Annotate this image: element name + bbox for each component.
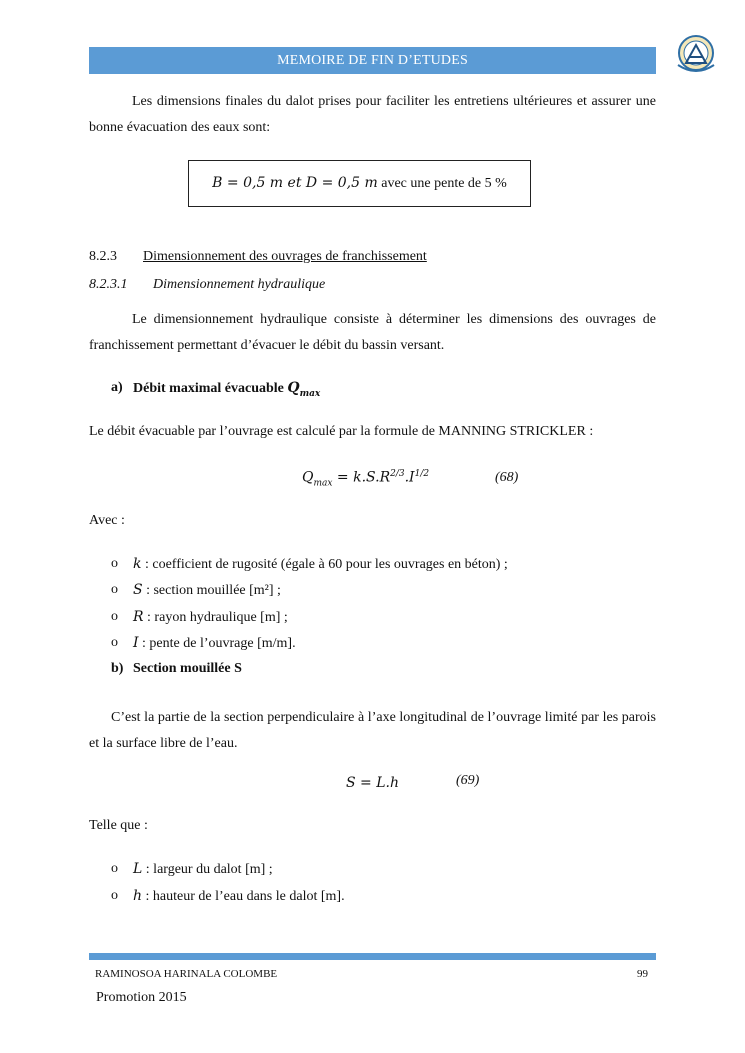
bullet-icon: o (111, 582, 118, 597)
list-item (133, 635, 296, 652)
footer-author: RAMINOSOA HARINALA COLOMBE (95, 968, 278, 980)
item-b-label: b) (111, 661, 124, 676)
list-item (133, 888, 345, 905)
eq68-lhs-sub: max (313, 478, 333, 489)
item-a-text: Débit maximal évacuable (133, 381, 284, 396)
eq68-r-exp: 2/3 (390, 469, 405, 479)
list-item (133, 861, 273, 878)
var-desc: : pente de l’ouvrage [m/m]. (138, 636, 296, 651)
section-title: Dimensionnement des ouvrages de franchissement (143, 249, 427, 264)
avec-label: Avec : (89, 513, 125, 528)
list-item (133, 582, 281, 599)
var-symbol: h (133, 888, 143, 904)
var-desc: : hauteur de l’eau dans le dalot [m]. (142, 889, 345, 904)
var-symbol: I (133, 635, 139, 651)
page-number: 99 (637, 968, 648, 980)
equation-69: S = L.h (346, 775, 399, 791)
var-desc: : largeur du dalot [m] ; (142, 862, 273, 877)
page-header (89, 47, 656, 74)
eq68-mid: = k.S.R (332, 469, 391, 486)
equation-68 (302, 469, 429, 488)
subsection-title: Dimensionnement hydraulique (153, 277, 326, 292)
school-logo-icon (672, 33, 720, 77)
item-a-subscript: max (299, 388, 321, 399)
item-b-heading: Section mouillée S (133, 661, 242, 676)
section-paragraph: C’est la partie de la section perpendiculaire à l’axe longitudinal de l’ouvrage limité par les parois et la surface libre de l’eau. (89, 710, 656, 751)
telle-que-label: Telle que : (89, 818, 148, 833)
dimensions-formula: B = 0,5 m et D = 0,5 m (212, 175, 378, 191)
item-a-symbol: Q (287, 380, 300, 396)
list-item (133, 609, 288, 626)
list-item (133, 556, 508, 573)
eq68-lhs: Q (302, 469, 314, 486)
intro-paragraph: Les dimensions finales du dalot prises pour faciliter les entretiens ultérieures et assurer une bonne évacuation des eaux sont: (89, 94, 656, 135)
eq68-i: .I (404, 469, 415, 486)
var-symbol: k (133, 556, 142, 572)
subsection-number: 8.2.3.1 (89, 277, 128, 292)
slope-text: avec une pente de 5 % (381, 176, 507, 191)
manning-paragraph: Le débit évacuable par l’ouvrage est calculé par la formule de MANNING STRICKLER : (89, 424, 594, 439)
item-a-heading (133, 380, 320, 399)
bullet-icon: o (111, 609, 118, 624)
bullet-icon: o (111, 635, 118, 650)
hydraulic-paragraph: Le dimensionnement hydraulique consiste à déterminer les dimensions des ouvrages de franchissement permettant d’évacuer le débit du bassin versant. (89, 312, 656, 353)
eq68-i-exp: 1/2 (414, 469, 430, 479)
footer-divider (89, 953, 656, 960)
var-symbol: S (133, 582, 143, 598)
bullet-icon: o (111, 556, 118, 571)
bullet-icon: o (111, 861, 118, 876)
var-symbol: L (133, 861, 143, 877)
var-desc: : section mouillée [m²] ; (142, 583, 281, 598)
var-desc: : coefficient de rugosité (égale à 60 pour les ouvrages en béton) ; (141, 557, 508, 572)
var-desc: : rayon hydraulique [m] ; (143, 610, 288, 625)
item-a-label: a) (111, 380, 123, 395)
header-title: MEMOIRE DE FIN D’ETUDES (277, 53, 468, 68)
equation-69-number: (69) (456, 773, 480, 788)
footer-promotion: Promotion 2015 (96, 990, 187, 1005)
section-number: 8.2.3 (89, 249, 117, 264)
bullet-icon: o (111, 888, 118, 903)
var-symbol: R (133, 609, 144, 625)
final-dimensions-box (188, 160, 531, 207)
equation-68-number: (68) (495, 470, 519, 485)
